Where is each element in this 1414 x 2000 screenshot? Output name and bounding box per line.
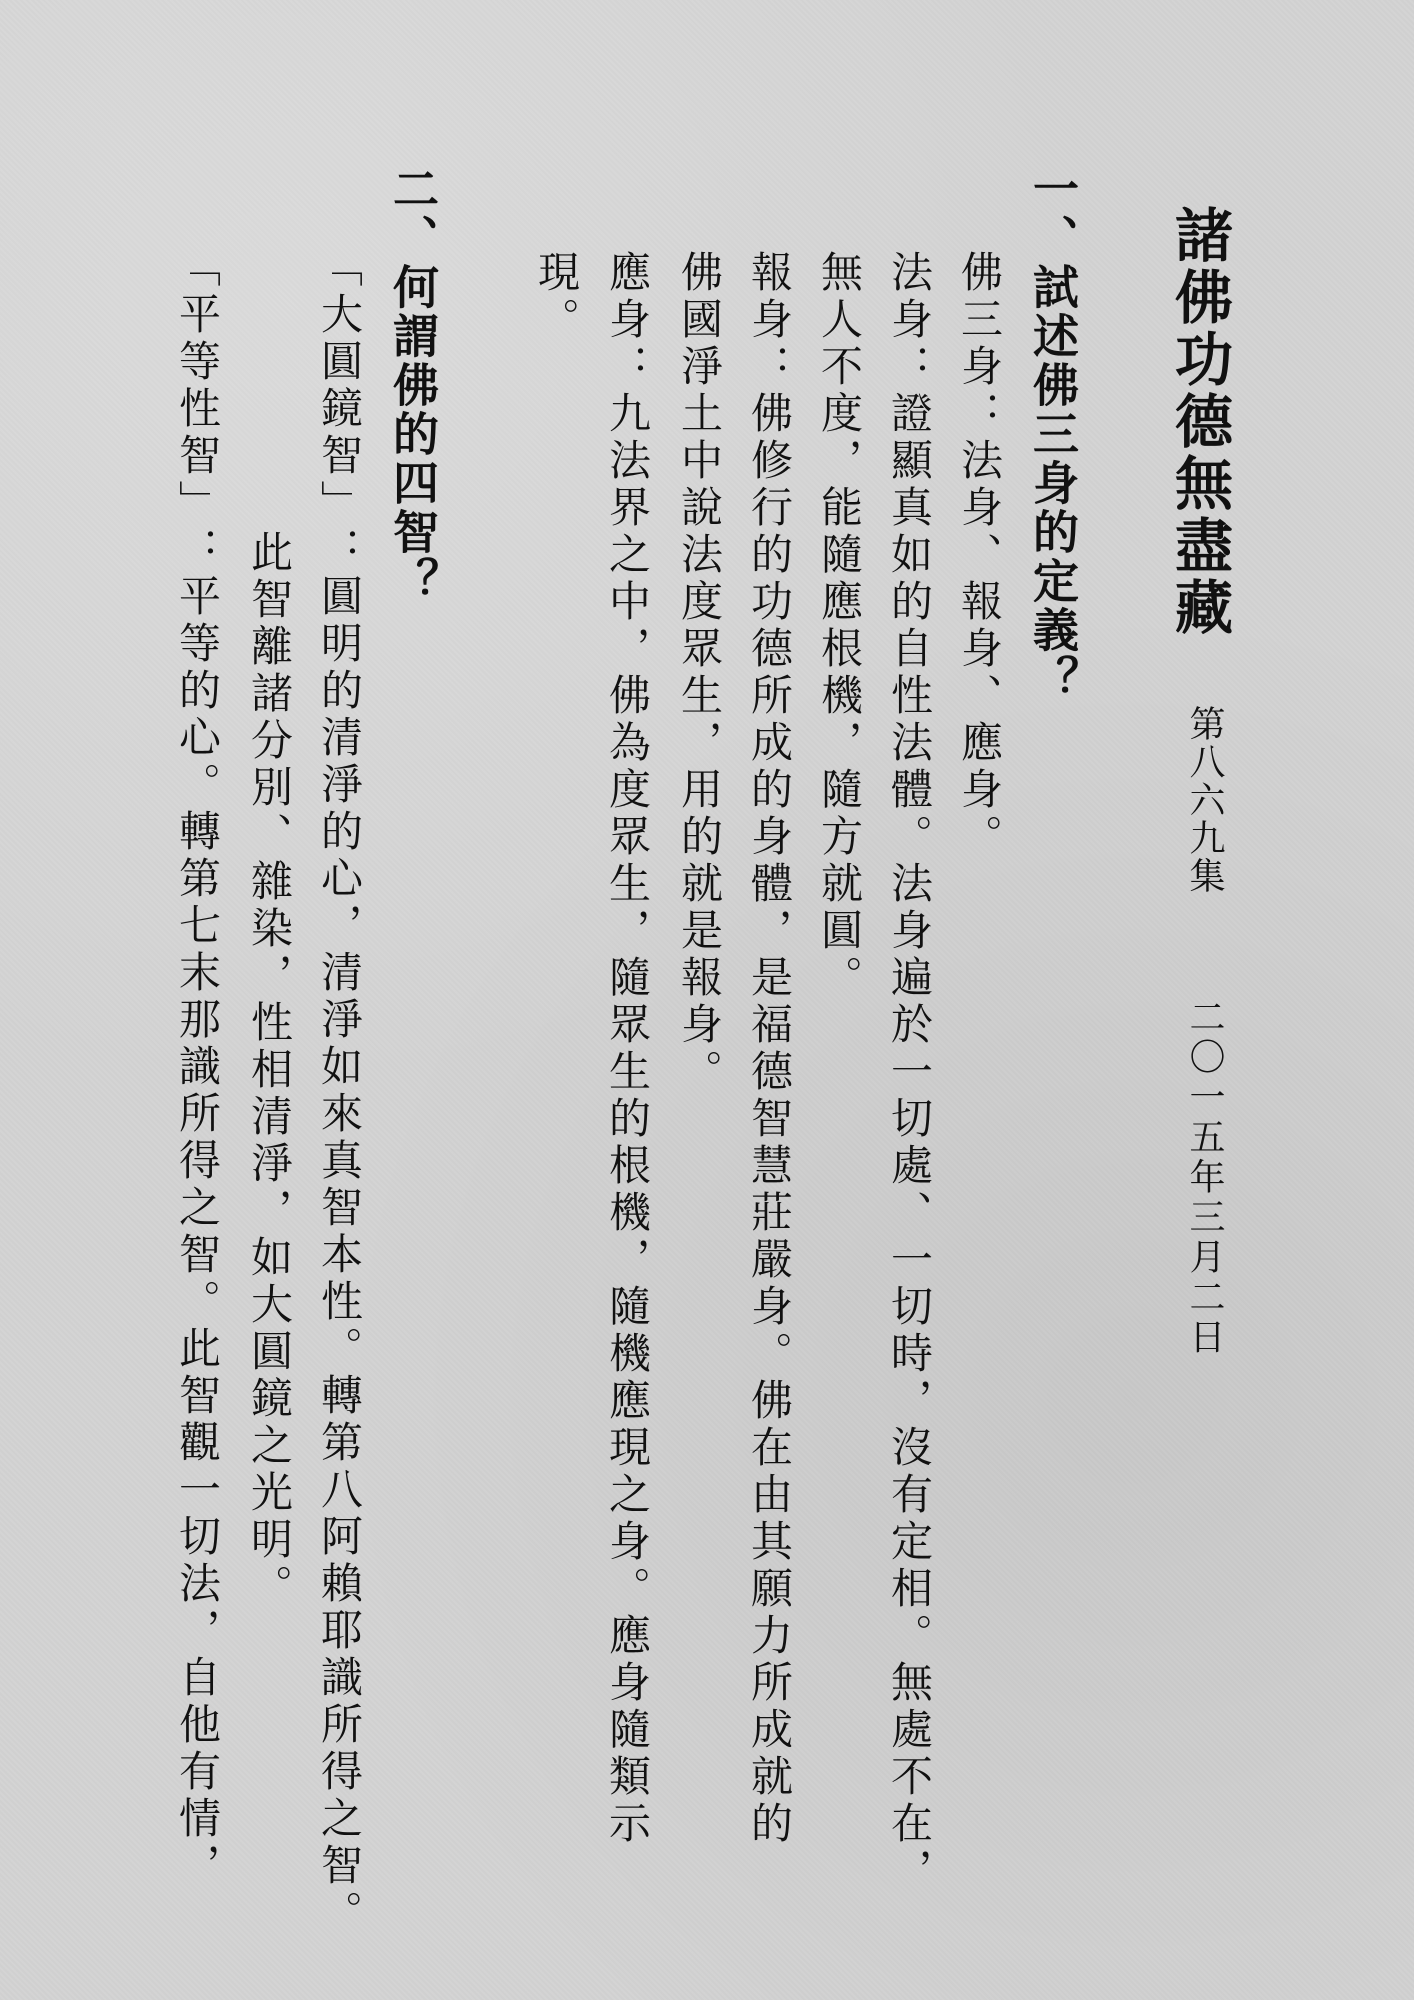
section-1-line-2: 法身：證顯真如的自性法體。法身遍於一切處、一切時，沒有定相。無處不在，	[885, 250, 934, 1895]
section-1-line-6: 應身：九法界之中，佛為度眾生，隨眾生的根機，隨機應現之身。應身隨類示	[603, 250, 652, 1848]
episode-number: 第八六九集	[1184, 705, 1225, 895]
section-1-line-7: 現。	[532, 250, 581, 344]
section-2-heading: 二、何謂佛的四智？	[386, 165, 440, 606]
section-2-line-1: 「大圓鏡智」：圓明的清淨的心，清淨如來真智本性。轉第八阿賴耶識所得之智。	[315, 245, 364, 1937]
section-1-heading: 一、試述佛三身的定義？	[1026, 165, 1080, 704]
section-1-line-5: 佛國淨土中說法度眾生，用的就是報身。	[675, 250, 724, 1096]
section-1-line-3: 無人不度，能隨應根機，隨方就圓。	[815, 250, 864, 1002]
document-title: 諸佛功德無盡藏	[1165, 205, 1233, 639]
section-1-line-1: 佛三身：法身、報身、應身。	[955, 250, 1004, 861]
section-2-line-2: 此智離諸分別、雜染，性相清淨，如大圓鏡之光明。	[245, 530, 294, 1611]
lecture-date: 二〇一五年三月二日	[1184, 998, 1225, 1358]
section-1-line-4: 報身：佛修行的功德所成的身體，是福德智慧莊嚴身。佛在由其願力所成就的	[745, 250, 794, 1848]
section-2-line-3: 「平等性智」：平等的心。轉第七末那識所得之智。此智觀一切法，自他有情，	[173, 245, 222, 1890]
